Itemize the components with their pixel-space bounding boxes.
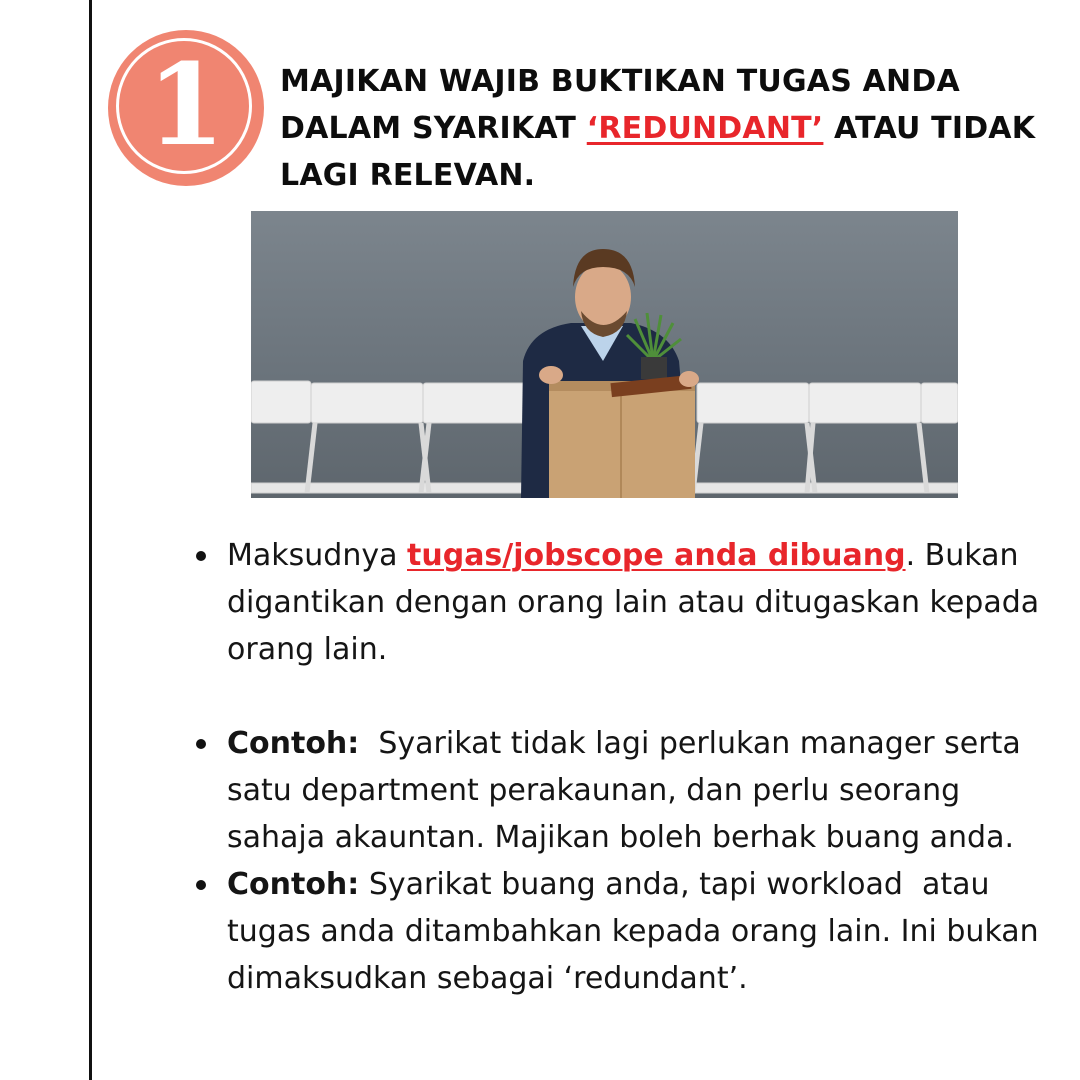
headline: [280, 58, 1040, 199]
bullet-2-text: Syarikat tidak lagi perlukan manager serta satu department perakaunan, dan perlu seorang sahaja akauntan. Majikan boleh berhak buang anda.: [227, 726, 1031, 855]
headline-part2: ATAU TIDAK LAGI RELEVAN.: [280, 111, 1036, 193]
photo-illustration: [251, 211, 958, 498]
bullet-list: [192, 532, 1062, 1002]
left-divider-line: [89, 0, 92, 1080]
bullet-1-text: . Bukan digantikan dengan orang lain atau ditugaskan kepada orang lain.: [227, 538, 1040, 667]
bullet-3-label: Contoh:: [227, 867, 360, 902]
bullet-2-label: Contoh:: [227, 726, 360, 761]
man-with-office-box-photo: [251, 211, 958, 498]
bullet-1-highlight: tugas/jobscope anda dibuang: [407, 538, 906, 573]
bullet-item-example-2: [192, 861, 1062, 1002]
badge-number: 1: [147, 40, 225, 171]
bullet-3-text: Syarikat buang anda, tapi workload atau tugas anda ditambahkan kepada orang lain. Ini bukan dimaksudkan sebagai ‘redundant’.: [227, 867, 1049, 996]
bullet-dot-icon: [196, 880, 206, 890]
number-badge: [108, 30, 264, 186]
bullet-dot-icon: [196, 739, 206, 749]
bullet-item-example-1: [192, 720, 1062, 861]
bullet-dot-icon: [196, 551, 206, 561]
headline-highlight: ‘REDUNDANT’: [586, 111, 824, 146]
bullet-1-prefix: Maksudnya: [227, 538, 408, 573]
bullet-item-meaning: [192, 532, 1062, 673]
headline-part1: MAJIKAN WAJIB BUKTIKAN TUGAS ANDA DALAM SYARIKAT: [280, 64, 960, 146]
